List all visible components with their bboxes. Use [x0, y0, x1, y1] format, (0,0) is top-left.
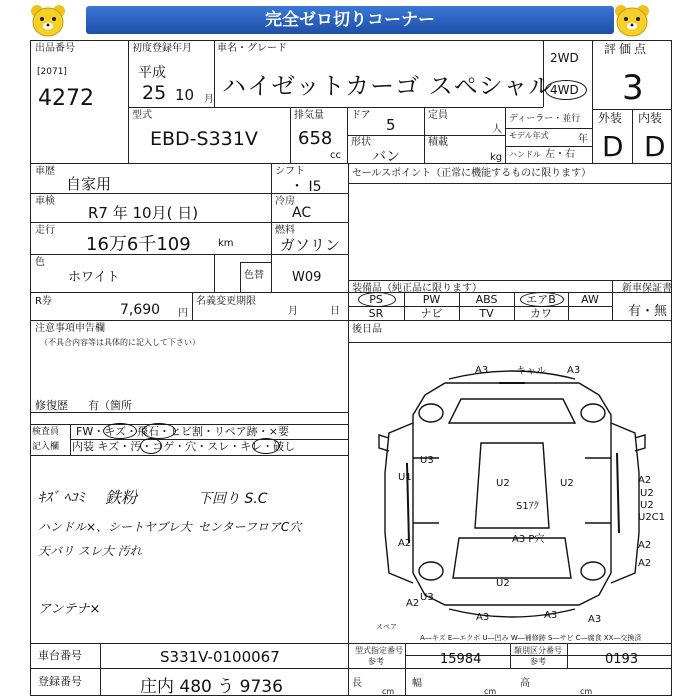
- ac-label: 冷房: [275, 196, 295, 207]
- fuel-value: ガソリン: [280, 236, 341, 254]
- displacement-unit: cc: [330, 150, 341, 161]
- interior-label: 内装: [638, 111, 663, 125]
- mark-center-u2b: U2: [560, 478, 574, 489]
- mark-top-a3-left: A3: [475, 365, 489, 376]
- warranty-value: 有・無: [628, 304, 668, 319]
- recycle-value: 7,690: [120, 302, 161, 318]
- dim-unit-2: cm: [484, 687, 497, 696]
- mark-left-u3b: U3: [420, 592, 434, 603]
- inspector-row1: FW・キズ・飛石・ヒビ割・リペア跡・×要: [76, 425, 289, 438]
- chassis-value: S331V-0100067: [160, 648, 280, 666]
- notes-label: 注意事項申告欄: [35, 323, 105, 334]
- handle-value: 左・右: [545, 149, 575, 160]
- equip-pw: PW: [422, 293, 441, 306]
- deadline-label: 名義変更期限: [196, 296, 256, 307]
- later-label: 後日品: [352, 324, 382, 335]
- displacement-label: 排気量: [294, 110, 324, 121]
- equip-abs: ABS: [475, 293, 498, 306]
- lot-sub: [2071]: [37, 67, 67, 77]
- mark-bottom-a2: A2: [406, 598, 420, 609]
- repair-value: 有（箇所: [88, 399, 132, 412]
- note-line2b: センターフロアC穴: [198, 520, 302, 534]
- exterior-score: D: [602, 130, 624, 163]
- shift-label: シフト: [275, 166, 305, 177]
- score-value: 3: [622, 68, 644, 108]
- color-change-label: 色替: [244, 270, 264, 281]
- car-damage-diagram: [349, 343, 671, 643]
- mileage-label: 走行: [35, 225, 55, 236]
- note-line4: アンテナ×: [38, 602, 101, 617]
- ac-value: AC: [292, 205, 312, 221]
- class-no-label: 類別区分番号: [514, 646, 562, 655]
- payload-label: 積載: [428, 137, 448, 148]
- recycle-label: R券: [35, 296, 52, 307]
- color-code: W09: [292, 270, 322, 285]
- mark-bottom-a3b: A3: [544, 610, 558, 621]
- stone-circle: [142, 423, 176, 439]
- mark-left-a2: A2: [398, 538, 412, 549]
- inspector-row2: 内装 キズ・汚・コゲ・穴・スレ・キレ・破し: [72, 440, 296, 453]
- body-type: バン: [372, 149, 400, 165]
- lot-number: 4272: [38, 86, 94, 111]
- class-no-sub: 参考: [530, 657, 546, 666]
- mark-right-a2: A2: [638, 475, 652, 486]
- doors-label: ドア: [351, 110, 371, 121]
- handle-label: ハンドル: [509, 150, 541, 159]
- mark-left-u1: U1: [398, 472, 412, 483]
- equip-tv: TV: [479, 307, 494, 320]
- dim-unit-3: cm: [580, 687, 593, 696]
- deadline-month: 月: [288, 306, 298, 317]
- spare-label: スペア: [376, 623, 397, 631]
- page-title: 完全ゼロ切りコーナー: [86, 6, 614, 34]
- mark-right-u2c1: U2C1: [638, 512, 666, 523]
- car-name-label: 車名・グレード: [217, 43, 287, 54]
- interior-score: D: [644, 130, 666, 163]
- header-bar: [0, 0, 700, 38]
- recycle-unit: 円: [178, 308, 188, 319]
- class-no-value: 0193: [605, 652, 639, 667]
- equip-aw: AW: [581, 293, 599, 306]
- model-cert-value: 15984: [440, 652, 482, 667]
- equipment-label: 装備品（純正品に限ります）: [352, 283, 482, 294]
- sales-point-label: セールスポイント（正常に機能するものに限ります）: [352, 168, 592, 179]
- dim-height: 高: [520, 678, 530, 689]
- mark-right-u2b: U2: [640, 500, 654, 511]
- ps-circle: [358, 292, 396, 307]
- warranty-label: 新車保証書: [622, 283, 672, 294]
- dim-width: 幅: [412, 678, 422, 689]
- mark-right-a2c: A2: [638, 558, 652, 569]
- car-name: ハイゼットカーゴ スペシャル: [222, 72, 554, 100]
- drive-4wd: 4WD: [550, 83, 579, 97]
- chassis-label: 車台番号: [38, 649, 82, 662]
- score-label: 評価点: [604, 42, 650, 56]
- dealer-label: ディーラー・並行: [509, 114, 581, 124]
- model-cert-label: 型式指定番号: [355, 646, 403, 655]
- exterior-label: 外装: [598, 111, 623, 125]
- rub-circle: [252, 438, 280, 454]
- lot-label: 出品番号: [35, 43, 75, 54]
- mileage-unit: km: [218, 238, 234, 249]
- mark-bottom-a3c: A3: [588, 614, 602, 625]
- history-value: 自家用: [66, 175, 112, 193]
- mark-center-s1: S1ｱｸ: [516, 501, 539, 512]
- airbag-circle: [520, 292, 564, 307]
- stain-circle: [140, 438, 162, 454]
- first-reg-era: 平成: [138, 65, 166, 81]
- history-label: 車歴: [35, 166, 55, 177]
- color-value: ホワイト: [68, 270, 120, 285]
- equip-airbag: エアB: [526, 293, 556, 306]
- payload-unit: kg: [490, 152, 503, 163]
- fuel-label: 燃料: [275, 225, 295, 236]
- equip-navi: ナビ: [420, 307, 443, 320]
- bear-mascot-icon: [612, 2, 652, 38]
- plate-value: 庄内 480 う 9736: [140, 677, 283, 697]
- mark-top-a3-right: A3: [567, 365, 581, 376]
- mark-center-a3: A3 P穴: [512, 534, 545, 545]
- equip-sr: SR: [368, 307, 384, 320]
- drive-2wd: 2WD: [550, 51, 579, 65]
- first-reg-unit: 月: [204, 94, 214, 105]
- capacity-unit: 人: [492, 124, 502, 135]
- mark-bottom-a3a: A3: [476, 612, 490, 623]
- note-line1b: 鉄粉: [105, 488, 138, 507]
- mark-center-u2a: U2: [496, 478, 510, 489]
- note-line1c: 下回り S.C: [198, 491, 268, 507]
- inspector-label2: 記入欄: [32, 442, 60, 452]
- first-reg-year: 25: [142, 82, 167, 104]
- equip-ps: PS: [369, 293, 383, 306]
- deadline-day: 日: [330, 306, 340, 317]
- inspector-label1: 検査員: [32, 427, 60, 437]
- shift-value: ・ I5: [290, 179, 322, 195]
- first-reg-month: 10: [175, 86, 195, 104]
- model-value: EBD-S331V: [150, 128, 258, 150]
- mark-right-a2b: A2: [638, 540, 652, 551]
- note-line2a: ハンドル×、シートヤブレ大: [38, 520, 192, 534]
- dim-unit-1: cm: [382, 687, 395, 696]
- doors-value: 5: [386, 116, 396, 134]
- first-reg-label: 初度登録年月: [132, 43, 192, 54]
- displacement-value: 658: [298, 128, 333, 149]
- mileage-value: 16万6千109: [86, 234, 191, 255]
- dim-length: 長: [352, 678, 362, 689]
- note-line1a: ｷｽﾞ ﾍｺﾐ: [38, 490, 85, 506]
- damage-legend: A―キズ E―エクボ U―凹み W―補修跡 S―サビ C―腐食 XX―交換済: [420, 634, 642, 642]
- equip-leather: カワ: [530, 307, 552, 320]
- mark-center-u2c: U2: [496, 578, 510, 589]
- capacity-label: 定員: [428, 110, 448, 121]
- inspection-value: R7 年 10月( 日): [88, 204, 199, 222]
- scratch-circle: [103, 423, 137, 439]
- model-year-unit: 年: [578, 134, 588, 145]
- mark-right-u2a: U2: [640, 488, 654, 499]
- body-type-label: 形状: [351, 137, 371, 148]
- model-year-label: モデル年式: [509, 131, 549, 140]
- inspection-label: 車検: [35, 196, 55, 207]
- model-label: 型式: [132, 110, 152, 121]
- mark-left-u3: U3: [420, 455, 434, 466]
- bear-mascot-icon: [28, 2, 68, 38]
- note-line3: 天バリ スレ大 汚れ: [38, 544, 142, 558]
- notes-sub: （不具合内容等は具体的に記入して下さい）: [40, 338, 200, 347]
- color-label: 色: [35, 257, 45, 268]
- repair-label: 修復歴: [35, 399, 68, 412]
- plate-label: 登録番号: [38, 675, 82, 688]
- mark-top-center: キャル: [516, 366, 546, 377]
- model-cert-sub: 参考: [368, 657, 384, 666]
